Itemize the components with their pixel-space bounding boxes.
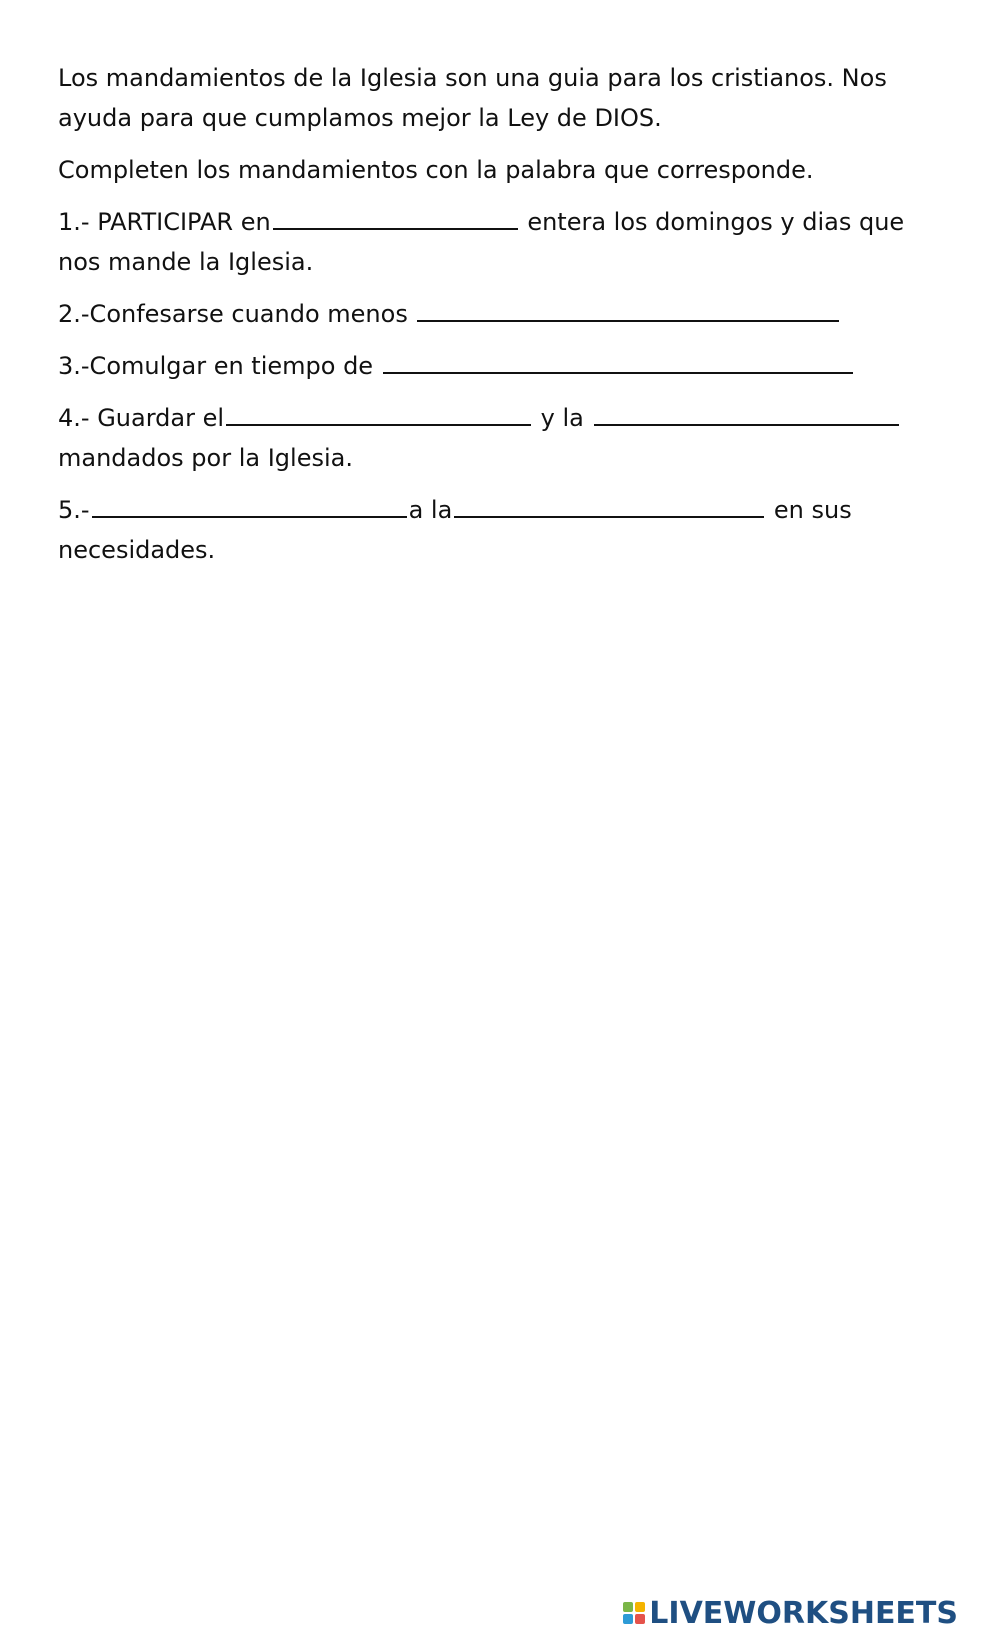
blank-4a[interactable] [226, 400, 531, 426]
item-4-suffix: mandados por la Iglesia. [58, 444, 353, 472]
worksheet-page [58, 58, 938, 582]
blank-4b[interactable] [594, 400, 899, 426]
blank-5a[interactable] [92, 492, 407, 518]
blank-3[interactable] [383, 348, 853, 374]
item-5-prefix: 5.- [58, 496, 90, 524]
item-3-prefix: 3.-Comulgar en tiempo de [58, 352, 381, 380]
item-1-prefix: 1.- PARTICIPAR en [58, 208, 271, 236]
item-2 [58, 294, 938, 334]
blank-5b[interactable] [454, 492, 764, 518]
liveworksheets-logo-icon [623, 1602, 645, 1624]
item-1 [58, 202, 938, 282]
blank-1[interactable] [273, 204, 518, 230]
logo-square-1 [623, 1602, 633, 1612]
item-2-prefix: 2.-Confesarse cuando menos [58, 300, 416, 328]
intro-paragraph: Los mandamientos de la Iglesia son una guia para los cristianos. Nos ayuda para que cumplamos mejor la Ley de DIOS. [58, 64, 887, 132]
blank-2[interactable] [417, 296, 839, 322]
item-4-prefix: 4.- Guardar el [58, 404, 225, 432]
item-1-suffix: entera los domingos y dias que nos mande la Iglesia. [58, 208, 905, 276]
item-4-middle: y la [533, 404, 592, 432]
liveworksheets-brand [623, 1595, 958, 1631]
brand-text: LIVEWORKSHEETS [649, 1595, 958, 1631]
instruction-text: Completen los mandamientos con la palabra que corresponde. [58, 156, 814, 184]
logo-square-3 [623, 1614, 633, 1624]
item-5 [58, 490, 938, 570]
item-5-middle: a la [408, 496, 453, 524]
item-3 [58, 346, 938, 386]
item-4 [58, 398, 938, 478]
logo-square-2 [635, 1602, 645, 1612]
logo-square-4 [635, 1614, 645, 1624]
item-5-suffix: en sus necesidades. [58, 496, 852, 564]
